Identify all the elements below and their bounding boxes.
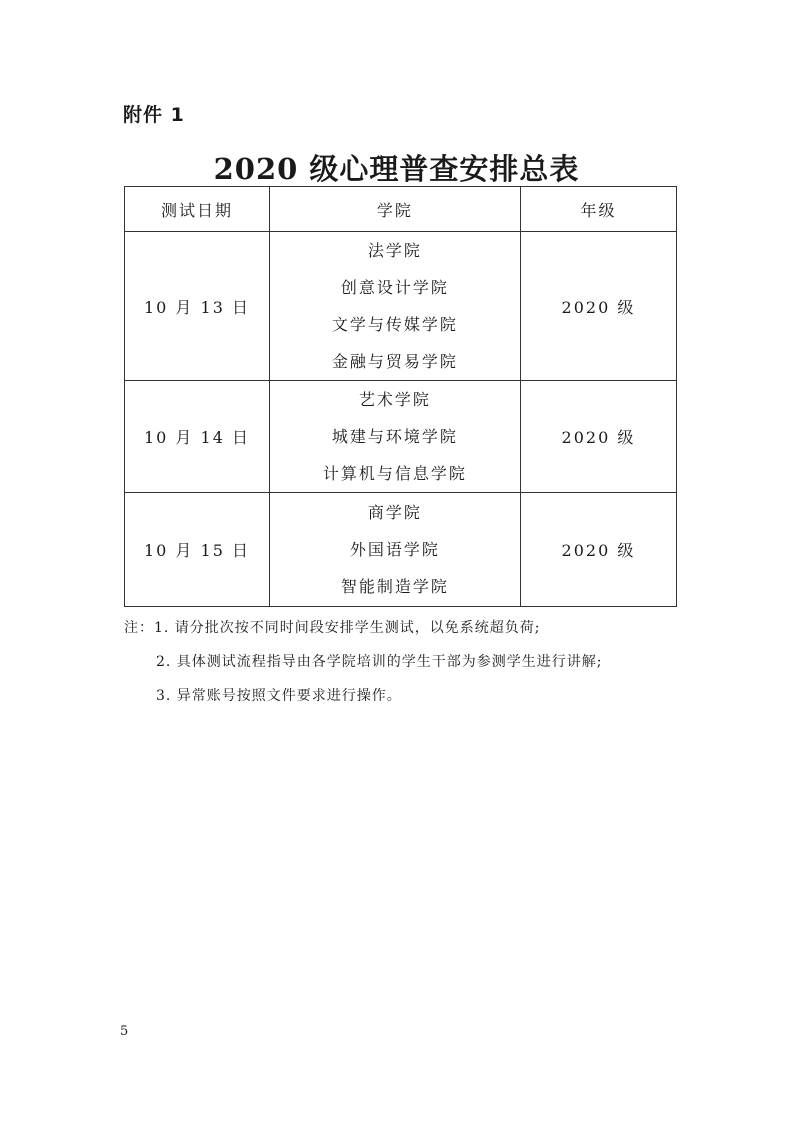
college-name: 创意设计学院: [340, 278, 449, 297]
page-number: 5: [120, 1024, 129, 1039]
college-cell: [269, 232, 520, 381]
table-row: [125, 381, 677, 493]
table-row: [125, 232, 677, 381]
college-name: 外国语学院: [349, 540, 440, 559]
note-item: 2. 具体测试流程指导由各学院培训的学生干部为参测学生进行讲解;: [156, 654, 603, 670]
document-title: 2020 级心理普查安排总表: [213, 152, 580, 186]
header-college: 学院: [269, 187, 520, 232]
date-cell: 10 月 13 日: [125, 232, 270, 381]
date-cell: 10 月 15 日: [125, 493, 270, 607]
college-cell: [269, 493, 520, 607]
note-item: 3. 异常账号按照文件要求进行操作。: [156, 688, 402, 704]
college-name: 文学与传媒学院: [331, 315, 458, 334]
college-name: 商学院: [367, 503, 422, 522]
attachment-label: 附件 1: [123, 104, 185, 126]
grade-cell: 2020 级: [520, 493, 676, 607]
college-name: 艺术学院: [358, 390, 431, 409]
table-header-row: [125, 187, 677, 232]
college-name: 金融与贸易学院: [331, 352, 458, 371]
college-name: 城建与环境学院: [331, 427, 458, 446]
college-cell: [269, 381, 520, 493]
date-cell: 10 月 14 日: [125, 381, 270, 493]
note-item: [124, 611, 603, 645]
grade-cell: 2020 级: [520, 381, 676, 493]
schedule-table: [124, 186, 677, 607]
header-date: 测试日期: [125, 187, 270, 232]
table-row: [125, 493, 677, 607]
college-name: 计算机与信息学院: [322, 464, 467, 483]
note-text: 1. 请分批次按不同时间段安排学生测试，以免系统超负荷;: [154, 620, 541, 636]
college-name: 智能制造学院: [340, 577, 449, 596]
grade-cell: 2020 级: [520, 232, 676, 381]
college-name: 法学院: [367, 241, 422, 260]
notes-section: [124, 611, 603, 713]
notes-prefix: 注：: [124, 620, 154, 636]
header-grade: 年级: [520, 187, 676, 232]
